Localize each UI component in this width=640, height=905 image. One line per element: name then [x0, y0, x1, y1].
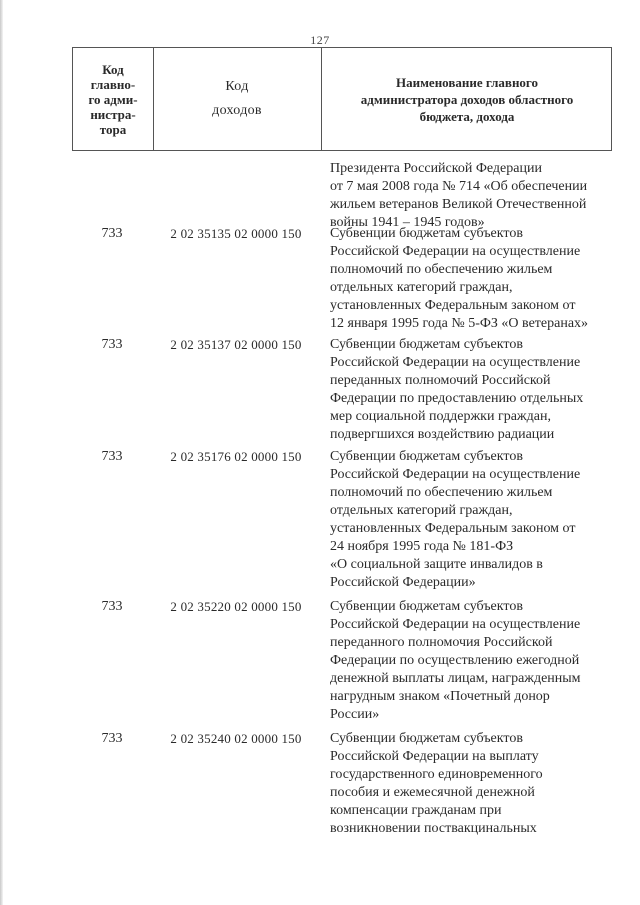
income-name-cell: Субвенции бюджетам субъектов Российской Федерации на осуществление переданных полномочий Российской Федерации по предоставлению отдельных мер социальной поддержки граждан, подвергшихся воздействию радиации — [330, 337, 584, 442]
admin-code-cell: 733 — [101, 337, 123, 352]
income-code-cell: 2 02 35220 02 0000 150 — [170, 599, 302, 614]
header-admin-code — [73, 48, 153, 150]
header-name — [321, 48, 613, 150]
table-header — [72, 47, 612, 151]
page-number: 127 — [310, 33, 330, 47]
admin-code-cell: 733 — [101, 731, 123, 746]
income-name-cell: Субвенции бюджетам субъектов Российской Федерации на осуществление полномочий по обеспечению жильем отдельных категорий граждан, установленных Федеральным законом от 24 ноября 1995 года № 181-ФЗ «О социальной защите инвалидов в Российской Федерации» — [330, 449, 581, 590]
admin-code-cell: 733 — [101, 599, 123, 614]
income-code-cell: 2 02 35135 02 0000 150 — [170, 226, 302, 241]
header-name-label: Наименование главного администратора доходов областного бюджета, дохода — [360, 74, 574, 124]
header-income-code — [153, 48, 321, 150]
income-name-cell: Субвенции бюджетам субъектов Российской Федерации на осуществление полномочий по обеспечению жильем отдельных категорий граждан, установленных Федеральным законом от 12 января 1995 года № 5-ФЗ «О ветеранах» — [330, 226, 589, 331]
header-admin-code-label: Код главно- го адми- нистра- тора — [88, 61, 138, 137]
header-income-code-label: Код доходов — [212, 79, 262, 118]
scan-edge-shadow — [0, 0, 3, 905]
income-code-cell: 2 02 35137 02 0000 150 — [170, 337, 302, 352]
income-name-cell: Субвенции бюджетам субъектов Российской Федерации на выплату государственного единовременного пособия и ежемесячной денежной компенсации гражданам при возникновении поствакцинальных — [330, 731, 543, 836]
income-code-cell: 2 02 35176 02 0000 150 — [170, 449, 302, 464]
admin-code-cell: 733 — [101, 449, 123, 464]
income-name-cell: Президента Российской Федерации от 7 мая 2008 года № 714 «Об обеспечении жильем ветеранов Великой Отечественной войны 1941 – 1945 годов» — [330, 161, 588, 230]
income-name-cell: Субвенции бюджетам субъектов Российской Федерации на осуществление переданного полномочия Российской Федерации по осуществлению ежегодной денежной выплаты лицам, награжденным нагрудным знаком «Почетный донор России» — [330, 599, 581, 722]
admin-code-cell: 733 — [101, 226, 123, 241]
income-code-cell: 2 02 35240 02 0000 150 — [170, 731, 302, 746]
